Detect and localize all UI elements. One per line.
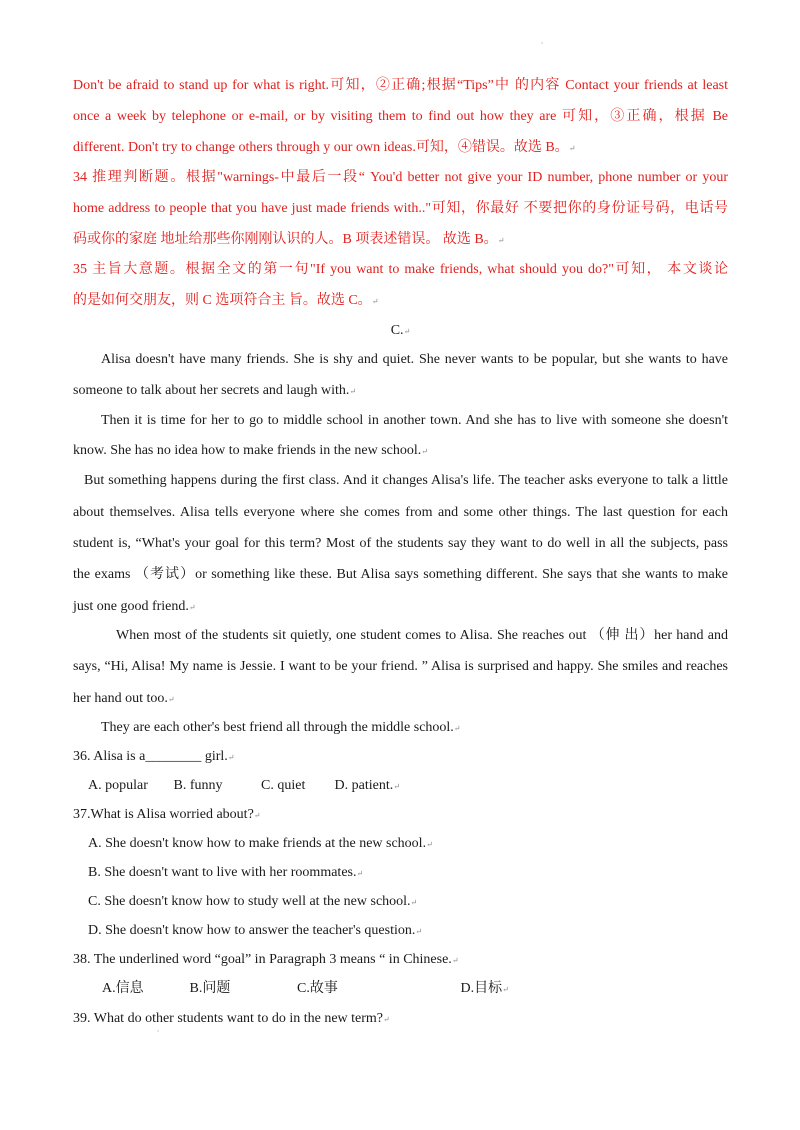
top-page-mark: ″ bbox=[541, 42, 544, 49]
paragraph-3-line-5: just one good friend.↵ bbox=[73, 599, 196, 614]
paragraph-2-line-1: Then it is time for her to go to middle school in another town. And she has to live with someone she doesn't bbox=[101, 413, 728, 428]
paragraph-4-line-1: When most of the students sit quietly, one student comes to Alisa. She reaches out （伸 出）her hand and bbox=[116, 628, 728, 643]
q36-option-b[interactable]: B. funny bbox=[173, 778, 223, 793]
q37-option-c[interactable]: C. She doesn't know how to study well at the new school.↵ bbox=[88, 894, 418, 909]
paragraph-4-line-3: her hand out too.↵ bbox=[73, 691, 175, 706]
q37-option-b[interactable]: B. She doesn't want to live with her roommates.↵ bbox=[88, 865, 364, 880]
q38-option-d[interactable]: D.目标↵ bbox=[460, 981, 509, 996]
passage-heading: C.↵ bbox=[390, 323, 411, 338]
paragraph-3-line-2: about themselves. Alisa tells everyone where she comes from and some other things. The last question for each bbox=[73, 505, 728, 520]
q36-option-c[interactable]: C. quiet bbox=[261, 778, 306, 793]
q38-option-c[interactable]: C.故事 bbox=[297, 981, 338, 996]
paragraph-5-line-1: They are each other's best friend all through the middle school.↵ bbox=[101, 720, 461, 735]
paragraph-1-line-1: Alisa doesn't have many friends. She is shy and quiet. She never wants to be popular, but she wants to have bbox=[101, 352, 728, 367]
q37-option-a[interactable]: A. She doesn't know how to make friends at the new school.↵ bbox=[88, 836, 433, 851]
answer-line-1: Don't be afraid to stand up for what is right.可知，②正确;根据“Tips”中 的内容 Contact your friends at least bbox=[73, 78, 728, 93]
answer-line-3: different. Don't try to change others through y our own ideas.可知，④错误。故选 B。↵ bbox=[73, 140, 576, 155]
answer-line-6: 码或你的家庭 地址给那些你刚刚认识的人。B 项表述错误。 故选 B。↵ bbox=[73, 232, 505, 247]
question-36-stem: 36. Alisa is a________ girl.↵ bbox=[73, 749, 235, 764]
q36-option-d[interactable]: D. patient.↵ bbox=[334, 778, 400, 793]
paragraph-2-line-2: know. She has no idea how to make friends in the new school.↵ bbox=[73, 443, 428, 458]
question-37-stem: 37.What is Alisa worried about?↵ bbox=[73, 807, 261, 822]
paragraph-3-line-1: But something happens during the first class. And it changes Alisa's life. The teacher asks everyone to talk a little bbox=[84, 473, 728, 488]
paragraph-3-line-4: the exams （考试）or something like these. But Alisa says something different. She says that she wants to make bbox=[73, 567, 728, 582]
answer-line-5: home address to people that you have just made friends with.."可知，你最好 不要把你的身份证号码，电话号 bbox=[73, 201, 728, 216]
question-38-options bbox=[102, 979, 509, 1000]
answer-line-7: 35 主旨大意题。根据全文的第一句"If you want to make friends, what should you do?"可知， 本文谈论 bbox=[73, 262, 728, 277]
answer-line-4: 34 推理判断题。根据"warnings-中最后一段“ You'd better not give your ID number, phone number or your bbox=[73, 170, 728, 185]
paragraph-4-line-2: says, “Hi, Alisa! My name is Jessie. I want to be your friend. ” Alisa is surprised and happy. She smiles and reaches bbox=[73, 659, 728, 674]
q38-option-b[interactable]: B.问题 bbox=[189, 981, 231, 996]
q36-option-a[interactable]: A. popular bbox=[88, 778, 148, 793]
q37-option-d[interactable]: D. She doesn't know how to answer the teacher's question.↵ bbox=[88, 923, 423, 938]
paragraph-3-line-3: student is, “What's your goal for this term? Most of the students say they want to do well in all the subjects, pass bbox=[73, 536, 728, 551]
answer-line-8: 的是如何交朋友，则 C 选项符合主 旨。故选 C。↵ bbox=[73, 293, 379, 308]
bottom-page-mark: ″ bbox=[157, 1030, 160, 1037]
answer-line-2: once a week by telephone or e-mail, or by visiting them to find out how they are 可知，③正确，根据 Be bbox=[73, 109, 728, 124]
question-38-stem: 38. The underlined word “goal” in Paragraph 3 means “ in Chinese.↵ bbox=[73, 952, 459, 967]
question-39-stem: 39. What do other students want to do in the new term?↵ bbox=[73, 1011, 390, 1026]
q38-option-a[interactable]: A.信息 bbox=[102, 981, 144, 996]
paragraph-1-line-2: someone to talk about her secrets and laugh with.↵ bbox=[73, 383, 357, 398]
question-36-options bbox=[88, 776, 400, 797]
